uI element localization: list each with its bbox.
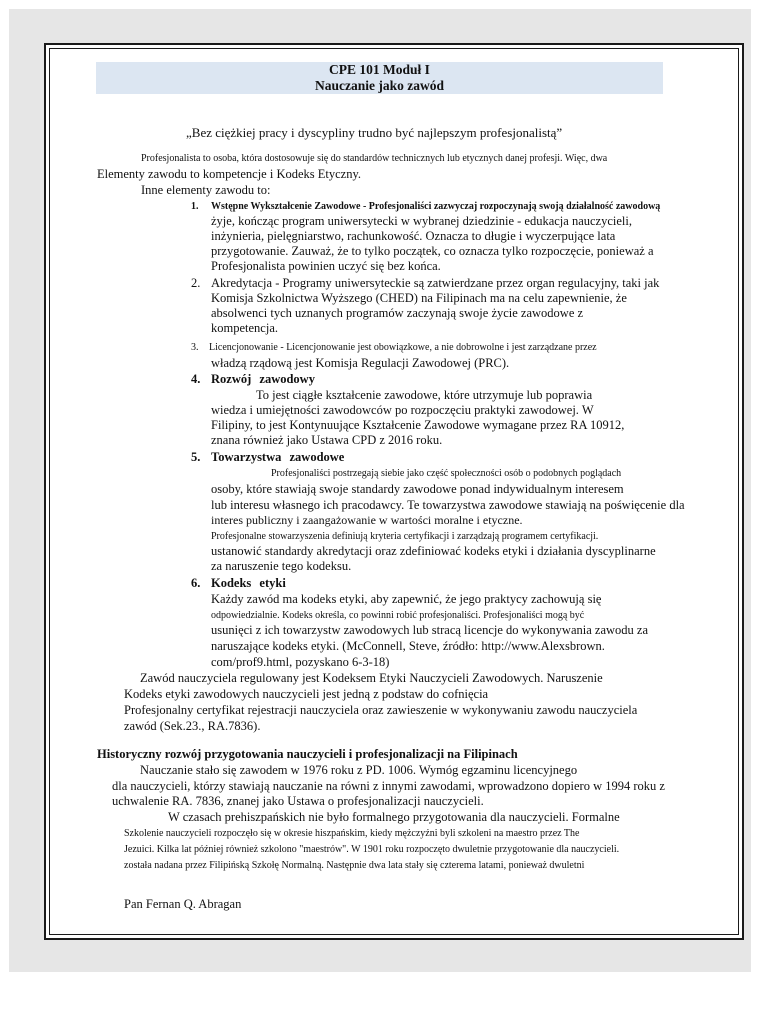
list-item-line: ustanowić standardy akredytacji oraz zdefiniować kodeks etyki i działania dyscyplinarne xyxy=(211,544,656,558)
closing-line: Kodeks etyki zawodowych nauczycieli jest jedną z podstaw do cofnięcia xyxy=(124,687,489,701)
list-item-line: Każdy zawód ma kodeks etyki, aby zapewnić, że jego praktycy zachowują się xyxy=(211,592,602,606)
list-item-line: Komisja Szkolnictwa Wyższego (CHED) na Filipinach ma na celu zapewnienie, że xyxy=(211,291,627,305)
history-line: uchwalenie RA. 7836, znanej jako Ustawa o profesjonalizacji nauczycieli. xyxy=(112,794,484,808)
history-line: została nadana przez Filipińską Szkołę Normalną. Następnie dwa lata stały się czterema latami, ponieważ dwuletni xyxy=(124,860,585,871)
list-number: 4. xyxy=(191,372,201,386)
list-item-line: osoby, które stawiają swoje standardy zawodowe ponad indywidualnym interesem xyxy=(211,482,624,496)
list-item-line: usunięci z ich towarzystw zawodowych lub stracą licencje do wykonywania zawodu za xyxy=(211,623,648,637)
list-item-line: Licencjonowanie - Licencjonowanie jest obowiązkowe, a nie dobrowolne i jest zarządzane przez xyxy=(209,342,597,353)
list-item-line: Wstępne Wykształcenie Zawodowe - Profesjonaliści zazwyczaj rozpoczynają swoją działalność zawodową xyxy=(211,201,661,212)
list-item-line: inżynieria, pielęgniarstwo, rachunkowość. Oznacza to długie i wyczerpujące lata xyxy=(211,229,616,243)
history-line: Jezuici. Kilka lat później również szkolono "maestrów". W 1901 roku rozpoczęto dwuletnie przygotowanie dla nauczycieli. xyxy=(124,844,620,855)
list-item-heading: Towarzystwa zawodowe xyxy=(211,450,345,464)
module-subtitle: Nauczanie jako zawód xyxy=(315,78,444,93)
list-item-line: Profesjonaliści postrzegają siebie jako część społeczności osób o podobnych poglądach xyxy=(271,468,622,479)
intro-line: Profesjonalista to osoba, która dostosowuje się do standardów technicznych lub etycznych danej profesji. Więc, dwa xyxy=(141,153,608,164)
list-number: 5. xyxy=(191,450,201,464)
list-item-line: władzą rządową jest Komisja Regulacji Zawodowej (PRC). xyxy=(211,356,510,370)
motto-quote: „Bez ciężkiej pracy i dyscypliny trudno być najlepszym profesjonalistą” xyxy=(186,125,563,140)
title-band xyxy=(96,62,663,94)
list-item-line: Filipiny, to jest Kontynuujące Kształcenie Zawodowe wymagane przez RA 10912, xyxy=(211,418,625,432)
list-item-line: żyje, kończąc program uniwersytecki w wybranej dziedzinie - edukacja nauczycieli, xyxy=(211,214,632,228)
list-item-line: naruszające kodeks etyki. (McConnell, Steve, źródło: http://www.Alexsbrown. xyxy=(211,639,605,653)
list-item-line: interes publiczny i zaangażowanie w wartości moralne i etyczne. xyxy=(211,513,523,527)
list-item-heading: Rozwój zawodowy xyxy=(211,372,315,386)
list-number: 3. xyxy=(191,342,199,353)
list-item-line: kompetencja. xyxy=(211,321,278,335)
document-page xyxy=(44,43,744,940)
list-item-line: znana również jako Ustawa CPD z 2016 roku. xyxy=(211,433,443,447)
list-item-heading: Kodeks etyki xyxy=(211,576,286,590)
author-signature: Pan Fernan Q. Abragan xyxy=(124,897,242,911)
list-number: 6. xyxy=(191,576,201,590)
intro-line: Elementy zawodu to kompetencje i Kodeks Etyczny. xyxy=(97,167,362,181)
list-item-line: Akredytacja - Programy uniwersyteckie są zatwierdzane przez organ regulacyjny, taki jak xyxy=(211,276,660,290)
list-item-line: absolwenci tych uznanych programów zaczynają swoje życie zawodowe z xyxy=(211,306,584,320)
closing-line: zawód (Sek.23., RA.7836). xyxy=(124,719,261,733)
closing-line: Profesjonalny certyfikat rejestracji nauczyciela oraz zawieszenie w wykonywaniu zawodu nauczyciela xyxy=(124,703,638,717)
list-item-line: Profesjonalne stowarzyszenia definiują kryteria certyfikacji i zarządzają programem certyfikacji. xyxy=(211,531,599,542)
list-number: 2. xyxy=(191,276,201,290)
module-title: CPE 101 Moduł I xyxy=(329,62,430,77)
list-item-line: odpowiedzialnie. Kodeks określa, co powinni robić profesjonaliści. Profesjonaliści mogą być xyxy=(211,610,585,621)
list-item-line: za naruszenie tego kodeksu. xyxy=(211,559,352,573)
history-line: Nauczanie stało się zawodem w 1976 roku z PD. 1006. Wymóg egzaminu licencyjnego xyxy=(140,763,578,777)
history-line: W czasach prehiszpańskich nie było formalnego przygotowania dla nauczycieli. Formalne xyxy=(168,810,620,824)
list-number: 1. xyxy=(191,201,199,212)
list-item-line: To jest ciągłe kształcenie zawodowe, które utrzymuje lub poprawia xyxy=(256,388,593,402)
intro-line: Inne elementy zawodu to: xyxy=(141,183,271,197)
section-heading: Historyczny rozwój przygotowania nauczycieli i profesjonalizacji na Filipinach xyxy=(97,747,518,761)
list-item-line: Profesjonalista powinien uczyć się bez końca. xyxy=(211,259,441,273)
list-item-line: przygotowanie. Zauważ, że to tylko początek, co oznacza tylko rozpoczęcie, ponieważ a xyxy=(211,244,654,258)
history-line: dla nauczycieli, którzy stawiają nauczanie na równi z innymi zawodami, wprowadzono dopiero w 1994 roku z xyxy=(112,779,665,793)
closing-line: Zawód nauczyciela regulowany jest Kodeksem Etyki Nauczycieli Zawodowych. Naruszenie xyxy=(140,671,603,685)
history-line: Szkolenie nauczycieli rozpoczęło się w okresie hiszpańskim, kiedy mężczyźni byli szkoleni na maestro przez The xyxy=(124,828,580,839)
list-item-line: wiedza i umiejętności zawodowców po rozpoczęciu praktyki zawodowej. W xyxy=(211,403,594,417)
list-item-line: lub interesu własnego ich pracodawcy. Te towarzystwa zawodowe stawiają na poświęcenie dla xyxy=(211,498,685,512)
list-item-line: com/prof9.html, pozyskano 6-3-18) xyxy=(211,655,390,669)
